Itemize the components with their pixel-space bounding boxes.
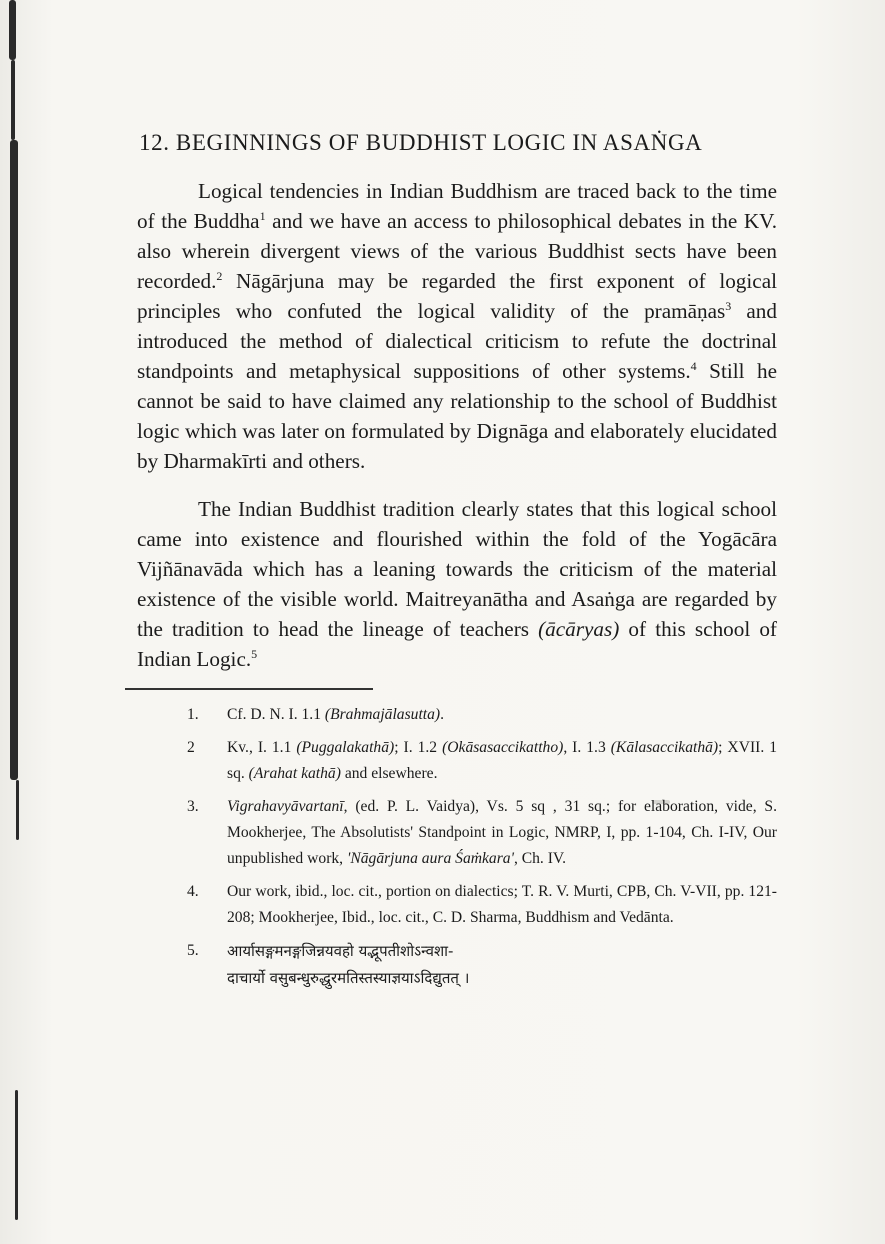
footnote-2-text-e: , I. 1.3 [563, 739, 611, 756]
paragraph-2-term-acaryas: (ācāryas) [538, 617, 620, 641]
footnote-2-title-h: (Arahat kathā) [248, 765, 341, 782]
footnote-5-sanskrit-line-2: दाचार्यो वसुबन्धुरुद्धुरमतिस्तस्याज्ञयाऽदिद्युतत् । [227, 969, 470, 987]
footnote-ref-4: 4 [690, 358, 697, 373]
footnote-ref-5: 5 [251, 646, 258, 661]
footnote-3-number: 3. [187, 798, 199, 815]
footnote-2-title-f: (Kālasaccikathā) [610, 739, 719, 756]
footnote-1-title: (Brahmajālasutta) [324, 706, 441, 723]
footnote-2-title-b: (Puggalakathā) [296, 739, 395, 756]
paragraph-1-text-c: Nāgārjuna may be regarded the first exponent of logical principles who confuted the logical validity of the pramāṇas [137, 269, 777, 323]
paragraph-1 [137, 176, 777, 476]
footnote-divider [125, 688, 373, 690]
footnote-1 [187, 702, 777, 728]
footnote-2-text-c: ; I. 1.2 [394, 739, 443, 756]
paragraph-1-text-e: Still he cannot be said to have claimed any relationship to the school of Buddhist logic which was later on formulated by Dignāga and elaborately elucidated by Dharmakīrti and others. [137, 359, 778, 473]
footnote-ref-3: 3 [725, 298, 732, 313]
footnote-5-sanskrit-line-1: आर्यासङ्गमनङ्गजिन्नयवहो यद्भूपतीशोऽन्वशा- [227, 942, 454, 960]
footnote-2-text-a: Kv., I. 1.1 [227, 739, 297, 756]
chapter-title: 12. BEGINNINGS OF BUDDHIST LOGIC IN ASAṄGA [139, 130, 703, 155]
paragraph-2 [137, 494, 777, 674]
footnote-4-number: 4. [187, 883, 199, 900]
footnote-3 [187, 794, 777, 872]
footnote-5 [187, 938, 777, 992]
footnote-2-text-g: ; XVII. 1 sq. [227, 739, 778, 782]
paragraph-2-text-a: The Indian Buddhist tradition clearly states that this logical school came into existence and flourished within the fold of the Yogācāra Vijñānavāda which has a leaning towards the criticism of the material existence of the visible world. Maitreyanātha and Asaṅga are regarded by the tradition to head the lineage of teachers [137, 497, 777, 641]
footnote-3-text-b: , (ed. P. L. Vaidya), Vs. 5 sq , 31 sq.; for elaboration, vide, S. Mookherjee, The Absolutists' Standpoint in Logic, NMRP, I, pp. 1-104, Ch. I-IV, Our unpublished work, [227, 798, 777, 867]
footnote-2-number: 2 [187, 739, 195, 756]
footnote-ref-1: 1 [259, 208, 266, 223]
footnote-ref-2: 2 [216, 268, 223, 283]
paragraph-1-text-a: Logical tendencies in Indian Buddhism are traced back to the time of the Buddha [137, 179, 777, 233]
paragraph-1-text-b: and we have an access to philosophical debates in the KV. also wherein divergent views of the various Buddhist sects have been recorded. [137, 209, 777, 293]
footnote-3-text-d: , Ch. IV. [513, 850, 567, 867]
footnote-2-title-d: (Okāsasaccikattho) [442, 739, 564, 756]
footnote-2 [187, 735, 777, 787]
footnote-5-number: 5. [187, 942, 199, 959]
paragraph-2-text-b: of this school of Indian Logic. [137, 617, 777, 671]
footnote-1-number: 1. [187, 706, 199, 723]
footnotes [187, 702, 777, 992]
footnote-1-text-a: Cf. D. N. I. 1.1 [227, 706, 325, 723]
footnote-3-title-c: 'Nāgārjuna aura Śaṁkara' [346, 850, 514, 867]
footnote-4 [187, 879, 777, 931]
paragraph-1-text-d: and introduced the method of dialectical criticism to refute the doctrinal standpoints and metaphysical suppositions of other systems. [137, 299, 777, 383]
footnote-1-text-c: . [440, 706, 445, 723]
page-content [137, 130, 777, 999]
binding-edge [0, 0, 26, 1244]
footnote-2-text-i: and elsewhere. [340, 765, 438, 782]
footnote-3-title-a: Vigrahavyāvartanī [227, 798, 344, 815]
footnote-4-text: Our work, ibid., loc. cit., portion on dialectics; T. R. V. Murti, CPB, Ch. V-VII, pp. 121-208; Mookherjee, Ibid., loc. cit., C. D. Sharma, Buddhism and Vedānta. [227, 883, 777, 926]
